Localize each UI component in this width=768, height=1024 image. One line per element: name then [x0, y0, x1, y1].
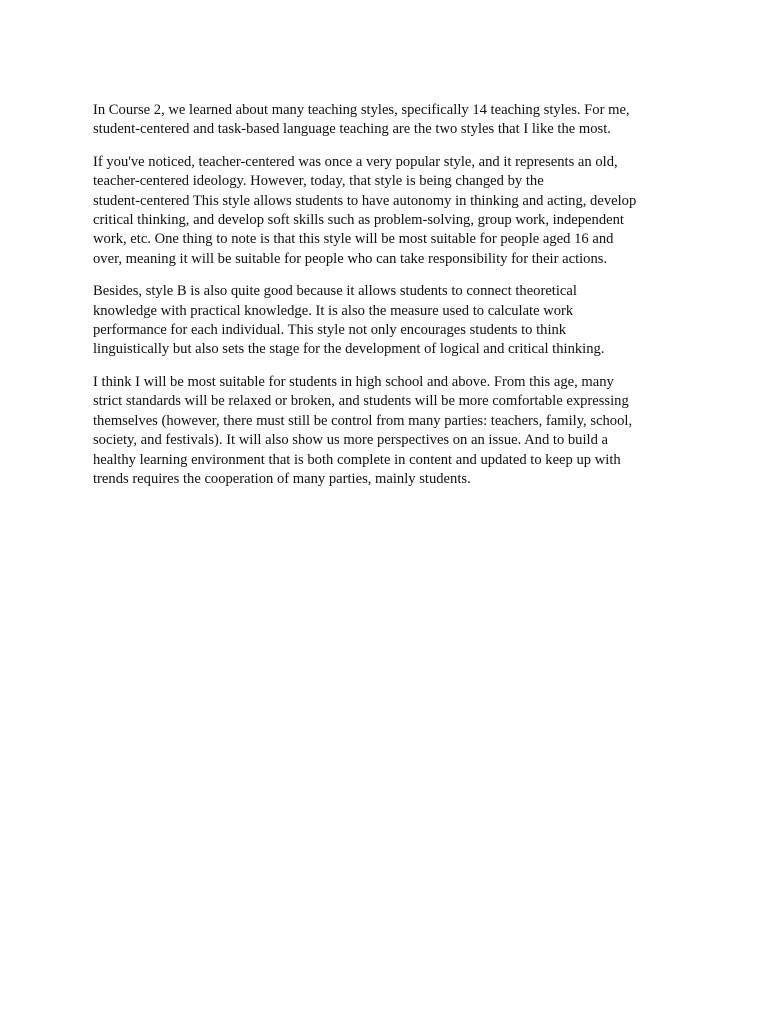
text-line: In Course 2, we learned about many teaching styles, specifically 14 teaching styles. For me,	[93, 102, 630, 118]
text-line: linguistically but also sets the stage for the development of logical and critical thinking.	[93, 341, 605, 358]
text-line: healthy learning environment that is both complete in content and updated to keep up with	[93, 451, 621, 468]
text-line: over, meaning it will be suitable for people who can take responsibility for their actions.	[93, 250, 608, 267]
text-line: performance for each individual. This style not only encourages students to think	[93, 322, 567, 339]
paragraph-4	[93, 373, 683, 489]
document-body	[93, 101, 683, 502]
text-line: work, etc. One thing to note is that this style will be most suitable for people aged 16 and	[93, 231, 614, 248]
text-line: critical thinking, and develop soft skills such as problem-solving, group work, independent	[93, 212, 624, 229]
text-line: If you've noticed, teacher-centered was once a very popular style, and it represents an old,	[93, 153, 618, 170]
text-line: teacher-centered ideology. However, today, that style is being changed by the	[93, 173, 544, 190]
text-line: strict standards will be relaxed or broken, and students will be more comfortable expressing	[93, 393, 629, 410]
text-line: trends requires the cooperation of many parties, mainly students.	[93, 470, 471, 487]
text-line: Besides, style B is also quite good because it allows students to connect theoretical	[93, 283, 577, 300]
text-line: I think I will be most suitable for students in high school and above. From this age, many	[93, 373, 614, 390]
text-line: themselves (however, there must still be control from many parties: teachers, family, school,	[93, 412, 633, 429]
text-line: society, and festivals). It will also show us more perspectives on an issue. And to build a	[93, 432, 609, 449]
text-line: student-centered and task-based language teaching are the two styles that I like the most.	[93, 121, 611, 138]
paragraph-3	[93, 282, 683, 360]
paragraph-2	[93, 153, 683, 269]
paragraph-1	[93, 101, 683, 140]
text-line: student-centered This style allows students to have autonomy in thinking and acting, develop	[93, 192, 637, 209]
text-line: knowledge with practical knowledge. It is also the measure used to calculate work	[93, 302, 574, 319]
